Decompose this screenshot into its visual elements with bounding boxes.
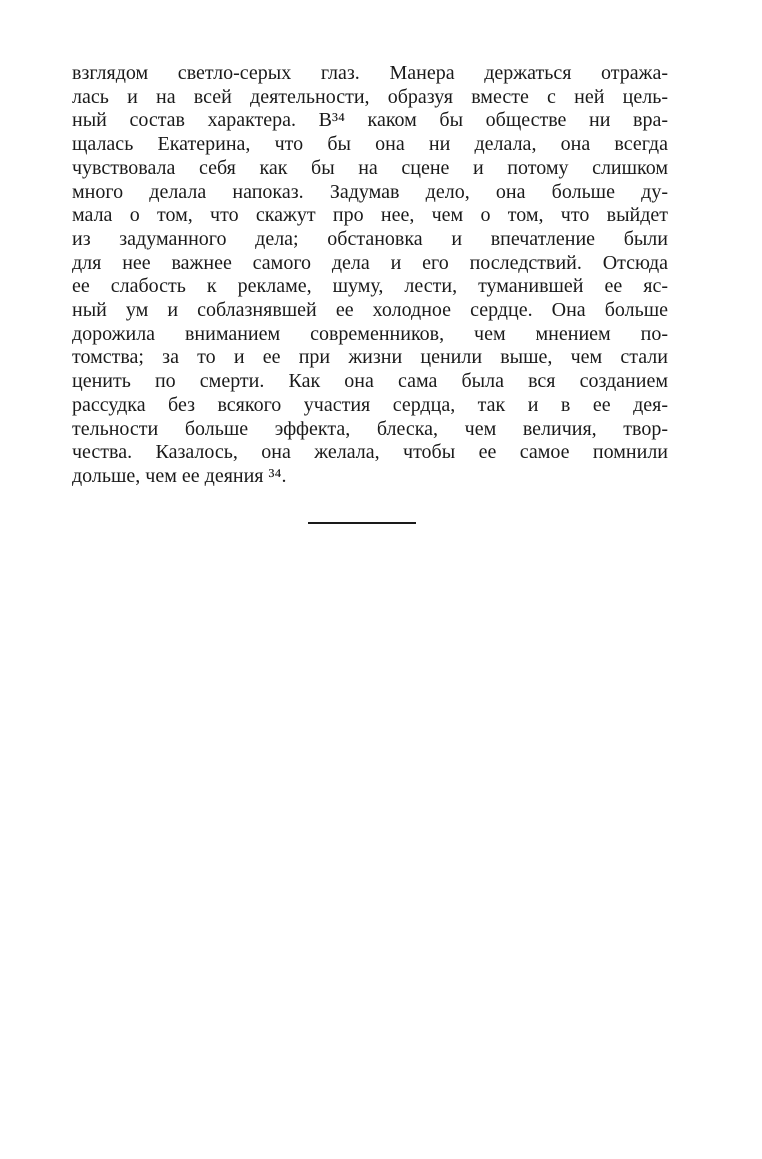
text-line: тельности больше эффекта, блеска, чем величия, твор- <box>72 417 668 440</box>
text-line: ный состав характера. В³⁴ каком бы обществе ни вра- <box>72 109 668 132</box>
text-line: мала о том, что скажут про нее, чем о том, что выйдет <box>72 204 668 227</box>
text-line: ее слабость к рекламе, шуму, лести, туманившей ее яс- <box>72 275 668 298</box>
section-end-rule <box>308 522 416 524</box>
text-line: ный ум и соблазнявшей ее холодное сердце. Она больше <box>72 299 668 322</box>
text-line: ценить по смерти. Как она сама была вся созданием <box>72 370 668 393</box>
text-line: дольше, чем ее деяния ³⁴. <box>72 464 287 487</box>
text-line: много делала напоказ. Задумав дело, она больше ду- <box>72 180 668 203</box>
text-line: щалась Екатерина, что бы она ни делала, она всегда <box>72 133 668 156</box>
text-line: дорожила вниманием современников, чем мнением по- <box>72 322 668 345</box>
text-line: взглядом светло-серых глаз. Манера держаться отража- <box>72 62 668 84</box>
body-paragraph <box>72 62 668 489</box>
text-line: чества. Казалось, она желала, чтобы ее самое помнили <box>72 441 668 464</box>
text-line: для нее важнее самого дела и его последствий. Отсюда <box>72 251 668 274</box>
text-line: лась и на всей деятельности, образуя вместе с ней цель- <box>72 85 668 108</box>
text-line: томства; за то и ее при жизни ценили выше, чем стали <box>72 346 668 369</box>
text-line: рассудка без всякого участия сердца, так и в ее дея- <box>72 393 668 416</box>
text-line: чувствовала себя как бы на сцене и потому слишком <box>72 156 668 179</box>
text-line: из задуманного дела; обстановка и впечатление были <box>72 227 668 250</box>
